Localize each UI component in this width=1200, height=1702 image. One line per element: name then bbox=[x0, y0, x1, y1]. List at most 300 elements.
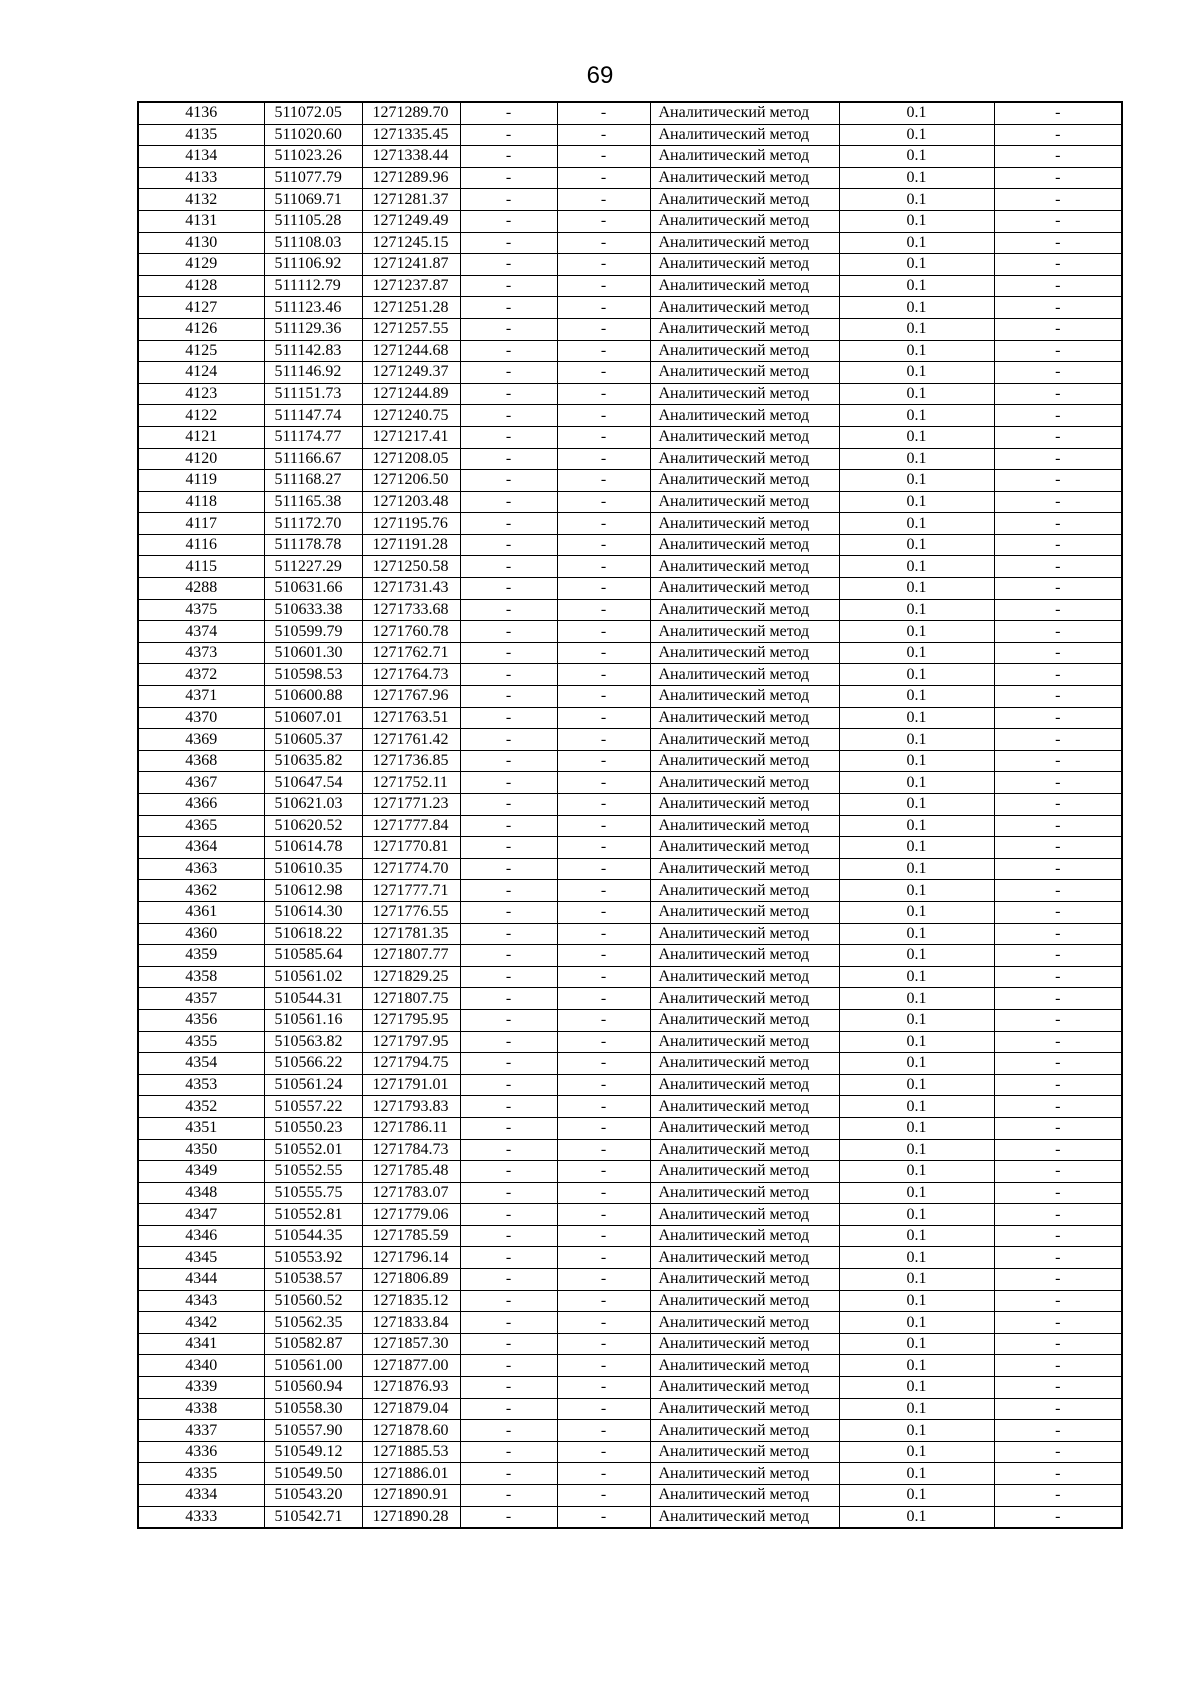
accuracy-cell: 0.1 bbox=[839, 491, 994, 513]
table-row bbox=[138, 858, 1122, 880]
y-coordinate-cell: 1271289.70 bbox=[362, 102, 460, 124]
col-5-value-cell: - bbox=[557, 729, 650, 751]
y-coordinate-cell: 1271206.50 bbox=[362, 470, 460, 492]
col-4-value-cell: - bbox=[460, 1139, 557, 1161]
table-row bbox=[138, 340, 1122, 362]
table-row bbox=[138, 124, 1122, 146]
y-coordinate-cell: 1271807.75 bbox=[362, 988, 460, 1010]
col-4-value-cell: - bbox=[460, 362, 557, 384]
point-number-cell: 4351 bbox=[138, 1117, 264, 1139]
col-5-value-cell: - bbox=[557, 124, 650, 146]
accuracy-cell: 0.1 bbox=[839, 534, 994, 556]
accuracy-cell: 0.1 bbox=[839, 966, 994, 988]
accuracy-cell: 0.1 bbox=[839, 1441, 994, 1463]
table-row bbox=[138, 1377, 1122, 1399]
col-4-value-cell: - bbox=[460, 837, 557, 859]
col-4-value-cell: - bbox=[460, 729, 557, 751]
col-4-value-cell: - bbox=[460, 1377, 557, 1399]
table-row bbox=[138, 318, 1122, 340]
col-5-value-cell: - bbox=[557, 102, 650, 124]
x-coordinate-cell: 511106.92 bbox=[264, 254, 362, 276]
point-number-cell: 4121 bbox=[138, 426, 264, 448]
accuracy-cell: 0.1 bbox=[839, 318, 994, 340]
point-number-cell: 4122 bbox=[138, 405, 264, 427]
method-cell: Аналитический метод bbox=[650, 858, 839, 880]
x-coordinate-cell: 510550.23 bbox=[264, 1117, 362, 1139]
method-cell: Аналитический метод bbox=[650, 470, 839, 492]
accuracy-cell: 0.1 bbox=[839, 470, 994, 492]
point-number-cell: 4359 bbox=[138, 945, 264, 967]
col-8-value-cell: - bbox=[994, 1506, 1122, 1528]
table-row bbox=[138, 1096, 1122, 1118]
method-cell: Аналитический метод bbox=[650, 1463, 839, 1485]
accuracy-cell: 0.1 bbox=[839, 707, 994, 729]
y-coordinate-cell: 1271191.28 bbox=[362, 534, 460, 556]
table-row bbox=[138, 880, 1122, 902]
col-4-value-cell: - bbox=[460, 794, 557, 816]
col-8-value-cell: - bbox=[994, 362, 1122, 384]
col-5-value-cell: - bbox=[557, 1377, 650, 1399]
accuracy-cell: 0.1 bbox=[839, 923, 994, 945]
col-5-value-cell: - bbox=[557, 750, 650, 772]
y-coordinate-cell: 1271890.91 bbox=[362, 1485, 460, 1507]
col-4-value-cell: - bbox=[460, 707, 557, 729]
col-5-value-cell: - bbox=[557, 383, 650, 405]
point-number-cell: 4348 bbox=[138, 1182, 264, 1204]
point-number-cell: 4336 bbox=[138, 1441, 264, 1463]
x-coordinate-cell: 510610.35 bbox=[264, 858, 362, 880]
col-8-value-cell: - bbox=[994, 210, 1122, 232]
col-5-value-cell: - bbox=[557, 1053, 650, 1075]
point-number-cell: 4373 bbox=[138, 642, 264, 664]
col-4-value-cell: - bbox=[460, 534, 557, 556]
table-row bbox=[138, 750, 1122, 772]
y-coordinate-cell: 1271793.83 bbox=[362, 1096, 460, 1118]
point-number-cell: 4350 bbox=[138, 1139, 264, 1161]
col-5-value-cell: - bbox=[557, 232, 650, 254]
y-coordinate-cell: 1271833.84 bbox=[362, 1312, 460, 1334]
y-coordinate-cell: 1271797.95 bbox=[362, 1031, 460, 1053]
accuracy-cell: 0.1 bbox=[839, 945, 994, 967]
method-cell: Аналитический метод bbox=[650, 1441, 839, 1463]
method-cell: Аналитический метод bbox=[650, 1161, 839, 1183]
method-cell: Аналитический метод bbox=[650, 880, 839, 902]
table-row bbox=[138, 707, 1122, 729]
col-8-value-cell: - bbox=[994, 232, 1122, 254]
point-number-cell: 4342 bbox=[138, 1312, 264, 1334]
y-coordinate-cell: 1271237.87 bbox=[362, 275, 460, 297]
col-4-value-cell: - bbox=[460, 923, 557, 945]
col-8-value-cell: - bbox=[994, 1247, 1122, 1269]
col-5-value-cell: - bbox=[557, 1290, 650, 1312]
col-5-value-cell: - bbox=[557, 578, 650, 600]
table-row bbox=[138, 901, 1122, 923]
col-4-value-cell: - bbox=[460, 383, 557, 405]
table-row bbox=[138, 254, 1122, 276]
method-cell: Аналитический метод bbox=[650, 750, 839, 772]
col-5-value-cell: - bbox=[557, 362, 650, 384]
accuracy-cell: 0.1 bbox=[839, 1009, 994, 1031]
y-coordinate-cell: 1271763.51 bbox=[362, 707, 460, 729]
method-cell: Аналитический метод bbox=[650, 1290, 839, 1312]
method-cell: Аналитический метод bbox=[650, 124, 839, 146]
y-coordinate-cell: 1271281.37 bbox=[362, 189, 460, 211]
x-coordinate-cell: 510544.35 bbox=[264, 1225, 362, 1247]
x-coordinate-cell: 510558.30 bbox=[264, 1398, 362, 1420]
col-4-value-cell: - bbox=[460, 1485, 557, 1507]
y-coordinate-cell: 1271240.75 bbox=[362, 405, 460, 427]
col-8-value-cell: - bbox=[994, 1463, 1122, 1485]
y-coordinate-cell: 1271208.05 bbox=[362, 448, 460, 470]
accuracy-cell: 0.1 bbox=[839, 1139, 994, 1161]
col-4-value-cell: - bbox=[460, 167, 557, 189]
y-coordinate-cell: 1271807.77 bbox=[362, 945, 460, 967]
y-coordinate-cell: 1271786.11 bbox=[362, 1117, 460, 1139]
method-cell: Аналитический метод bbox=[650, 1312, 839, 1334]
accuracy-cell: 0.1 bbox=[839, 1420, 994, 1442]
col-5-value-cell: - bbox=[557, 1420, 650, 1442]
point-number-cell: 4355 bbox=[138, 1031, 264, 1053]
col-4-value-cell: - bbox=[460, 1117, 557, 1139]
col-5-value-cell: - bbox=[557, 297, 650, 319]
y-coordinate-cell: 1271877.00 bbox=[362, 1355, 460, 1377]
method-cell: Аналитический метод bbox=[650, 1096, 839, 1118]
table-row bbox=[138, 210, 1122, 232]
y-coordinate-cell: 1271785.59 bbox=[362, 1225, 460, 1247]
col-5-value-cell: - bbox=[557, 426, 650, 448]
y-coordinate-cell: 1271251.28 bbox=[362, 297, 460, 319]
col-8-value-cell: - bbox=[994, 102, 1122, 124]
col-8-value-cell: - bbox=[994, 275, 1122, 297]
y-coordinate-cell: 1271289.96 bbox=[362, 167, 460, 189]
method-cell: Аналитический метод bbox=[650, 534, 839, 556]
col-5-value-cell: - bbox=[557, 556, 650, 578]
col-4-value-cell: - bbox=[460, 1333, 557, 1355]
col-4-value-cell: - bbox=[460, 189, 557, 211]
accuracy-cell: 0.1 bbox=[839, 988, 994, 1010]
col-5-value-cell: - bbox=[557, 1506, 650, 1528]
col-8-value-cell: - bbox=[994, 1355, 1122, 1377]
page-number: 69 bbox=[586, 62, 614, 89]
col-8-value-cell: - bbox=[994, 1053, 1122, 1075]
col-8-value-cell: - bbox=[994, 1204, 1122, 1226]
method-cell: Аналитический метод bbox=[650, 1009, 839, 1031]
point-number-cell: 4119 bbox=[138, 470, 264, 492]
col-4-value-cell: - bbox=[460, 470, 557, 492]
method-cell: Аналитический метод bbox=[650, 1269, 839, 1291]
accuracy-cell: 0.1 bbox=[839, 405, 994, 427]
point-number-cell: 4338 bbox=[138, 1398, 264, 1420]
accuracy-cell: 0.1 bbox=[839, 1312, 994, 1334]
x-coordinate-cell: 510566.22 bbox=[264, 1053, 362, 1075]
method-cell: Аналитический метод bbox=[650, 1355, 839, 1377]
point-number-cell: 4339 bbox=[138, 1377, 264, 1399]
y-coordinate-cell: 1271784.73 bbox=[362, 1139, 460, 1161]
col-5-value-cell: - bbox=[557, 534, 650, 556]
y-coordinate-cell: 1271244.89 bbox=[362, 383, 460, 405]
col-8-value-cell: - bbox=[994, 621, 1122, 643]
col-5-value-cell: - bbox=[557, 210, 650, 232]
method-cell: Аналитический метод bbox=[650, 1420, 839, 1442]
y-coordinate-cell: 1271767.96 bbox=[362, 686, 460, 708]
col-4-value-cell: - bbox=[460, 1053, 557, 1075]
col-5-value-cell: - bbox=[557, 945, 650, 967]
method-cell: Аналитический метод bbox=[650, 837, 839, 859]
col-4-value-cell: - bbox=[460, 146, 557, 168]
col-8-value-cell: - bbox=[994, 750, 1122, 772]
col-4-value-cell: - bbox=[460, 945, 557, 967]
point-number-cell: 4337 bbox=[138, 1420, 264, 1442]
col-4-value-cell: - bbox=[460, 772, 557, 794]
col-5-value-cell: - bbox=[557, 1139, 650, 1161]
x-coordinate-cell: 511168.27 bbox=[264, 470, 362, 492]
accuracy-cell: 0.1 bbox=[839, 1204, 994, 1226]
col-8-value-cell: - bbox=[994, 297, 1122, 319]
col-4-value-cell: - bbox=[460, 621, 557, 643]
col-8-value-cell: - bbox=[994, 340, 1122, 362]
col-8-value-cell: - bbox=[994, 1117, 1122, 1139]
col-4-value-cell: - bbox=[460, 642, 557, 664]
col-8-value-cell: - bbox=[994, 901, 1122, 923]
method-cell: Аналитический метод bbox=[650, 189, 839, 211]
col-4-value-cell: - bbox=[460, 966, 557, 988]
method-cell: Аналитический метод bbox=[650, 1139, 839, 1161]
method-cell: Аналитический метод bbox=[650, 556, 839, 578]
col-8-value-cell: - bbox=[994, 966, 1122, 988]
col-4-value-cell: - bbox=[460, 599, 557, 621]
method-cell: Аналитический метод bbox=[650, 102, 839, 124]
accuracy-cell: 0.1 bbox=[839, 254, 994, 276]
x-coordinate-cell: 510598.53 bbox=[264, 664, 362, 686]
col-4-value-cell: - bbox=[460, 1420, 557, 1442]
col-5-value-cell: - bbox=[557, 254, 650, 276]
table-row bbox=[138, 491, 1122, 513]
point-number-cell: 4136 bbox=[138, 102, 264, 124]
table-row bbox=[138, 534, 1122, 556]
method-cell: Аналитический метод bbox=[650, 1485, 839, 1507]
col-8-value-cell: - bbox=[994, 1074, 1122, 1096]
method-cell: Аналитический метод bbox=[650, 923, 839, 945]
point-number-cell: 4347 bbox=[138, 1204, 264, 1226]
table-row bbox=[138, 923, 1122, 945]
col-5-value-cell: - bbox=[557, 1204, 650, 1226]
point-number-cell: 4334 bbox=[138, 1485, 264, 1507]
accuracy-cell: 0.1 bbox=[839, 340, 994, 362]
y-coordinate-cell: 1271760.78 bbox=[362, 621, 460, 643]
table-row bbox=[138, 686, 1122, 708]
accuracy-cell: 0.1 bbox=[839, 1053, 994, 1075]
point-number-cell: 4367 bbox=[138, 772, 264, 794]
col-8-value-cell: - bbox=[994, 599, 1122, 621]
table-row bbox=[138, 1269, 1122, 1291]
accuracy-cell: 0.1 bbox=[839, 210, 994, 232]
y-coordinate-cell: 1271217.41 bbox=[362, 426, 460, 448]
col-5-value-cell: - bbox=[557, 1225, 650, 1247]
accuracy-cell: 0.1 bbox=[839, 686, 994, 708]
accuracy-cell: 0.1 bbox=[839, 880, 994, 902]
col-8-value-cell: - bbox=[994, 1009, 1122, 1031]
col-4-value-cell: - bbox=[460, 254, 557, 276]
col-4-value-cell: - bbox=[460, 901, 557, 923]
method-cell: Аналитический метод bbox=[650, 210, 839, 232]
accuracy-cell: 0.1 bbox=[839, 621, 994, 643]
table-row bbox=[138, 1074, 1122, 1096]
col-8-value-cell: - bbox=[994, 556, 1122, 578]
method-cell: Аналитический метод bbox=[650, 297, 839, 319]
point-number-cell: 4128 bbox=[138, 275, 264, 297]
col-8-value-cell: - bbox=[994, 146, 1122, 168]
y-coordinate-cell: 1271794.75 bbox=[362, 1053, 460, 1075]
accuracy-cell: 0.1 bbox=[839, 1225, 994, 1247]
col-4-value-cell: - bbox=[460, 232, 557, 254]
col-4-value-cell: - bbox=[460, 1463, 557, 1485]
col-4-value-cell: - bbox=[460, 880, 557, 902]
accuracy-cell: 0.1 bbox=[839, 1398, 994, 1420]
x-coordinate-cell: 510561.02 bbox=[264, 966, 362, 988]
col-5-value-cell: - bbox=[557, 1117, 650, 1139]
table-row bbox=[138, 642, 1122, 664]
accuracy-cell: 0.1 bbox=[839, 1096, 994, 1118]
accuracy-cell: 0.1 bbox=[839, 146, 994, 168]
col-8-value-cell: - bbox=[994, 988, 1122, 1010]
method-cell: Аналитический метод bbox=[650, 513, 839, 535]
col-5-value-cell: - bbox=[557, 318, 650, 340]
col-5-value-cell: - bbox=[557, 621, 650, 643]
col-4-value-cell: - bbox=[460, 448, 557, 470]
accuracy-cell: 0.1 bbox=[839, 232, 994, 254]
table-row bbox=[138, 1247, 1122, 1269]
table-row bbox=[138, 189, 1122, 211]
y-coordinate-cell: 1271785.48 bbox=[362, 1161, 460, 1183]
table-row bbox=[138, 578, 1122, 600]
col-5-value-cell: - bbox=[557, 1096, 650, 1118]
col-8-value-cell: - bbox=[994, 1398, 1122, 1420]
point-number-cell: 4357 bbox=[138, 988, 264, 1010]
accuracy-cell: 0.1 bbox=[839, 1269, 994, 1291]
y-coordinate-cell: 1271890.28 bbox=[362, 1506, 460, 1528]
x-coordinate-cell: 510555.75 bbox=[264, 1182, 362, 1204]
point-number-cell: 4374 bbox=[138, 621, 264, 643]
method-cell: Аналитический метод bbox=[650, 642, 839, 664]
col-4-value-cell: - bbox=[460, 513, 557, 535]
accuracy-cell: 0.1 bbox=[839, 189, 994, 211]
method-cell: Аналитический метод bbox=[650, 232, 839, 254]
col-4-value-cell: - bbox=[460, 1225, 557, 1247]
table-row bbox=[138, 1031, 1122, 1053]
col-5-value-cell: - bbox=[557, 1269, 650, 1291]
accuracy-cell: 0.1 bbox=[839, 599, 994, 621]
x-coordinate-cell: 510552.55 bbox=[264, 1161, 362, 1183]
col-8-value-cell: - bbox=[994, 1139, 1122, 1161]
col-5-value-cell: - bbox=[557, 1031, 650, 1053]
accuracy-cell: 0.1 bbox=[839, 858, 994, 880]
x-coordinate-cell: 510561.16 bbox=[264, 1009, 362, 1031]
method-cell: Аналитический метод bbox=[650, 988, 839, 1010]
col-4-value-cell: - bbox=[460, 556, 557, 578]
x-coordinate-cell: 511077.79 bbox=[264, 167, 362, 189]
point-number-cell: 4364 bbox=[138, 837, 264, 859]
point-number-cell: 4120 bbox=[138, 448, 264, 470]
col-4-value-cell: - bbox=[460, 1096, 557, 1118]
col-5-value-cell: - bbox=[557, 772, 650, 794]
x-coordinate-cell: 511069.71 bbox=[264, 189, 362, 211]
col-8-value-cell: - bbox=[994, 707, 1122, 729]
point-number-cell: 4132 bbox=[138, 189, 264, 211]
table-row bbox=[138, 945, 1122, 967]
accuracy-cell: 0.1 bbox=[839, 815, 994, 837]
y-coordinate-cell: 1271771.23 bbox=[362, 794, 460, 816]
method-cell: Аналитический метод bbox=[650, 254, 839, 276]
method-cell: Аналитический метод bbox=[650, 275, 839, 297]
table-row bbox=[138, 362, 1122, 384]
point-number-cell: 4354 bbox=[138, 1053, 264, 1075]
x-coordinate-cell: 510635.82 bbox=[264, 750, 362, 772]
col-4-value-cell: - bbox=[460, 102, 557, 124]
accuracy-cell: 0.1 bbox=[839, 426, 994, 448]
col-5-value-cell: - bbox=[557, 858, 650, 880]
method-cell: Аналитический метод bbox=[650, 1053, 839, 1075]
method-cell: Аналитический метод bbox=[650, 621, 839, 643]
accuracy-cell: 0.1 bbox=[839, 1485, 994, 1507]
col-5-value-cell: - bbox=[557, 966, 650, 988]
x-coordinate-cell: 510599.79 bbox=[264, 621, 362, 643]
col-8-value-cell: - bbox=[994, 383, 1122, 405]
accuracy-cell: 0.1 bbox=[839, 1247, 994, 1269]
col-5-value-cell: - bbox=[557, 901, 650, 923]
accuracy-cell: 0.1 bbox=[839, 124, 994, 146]
method-cell: Аналитический метод bbox=[650, 664, 839, 686]
y-coordinate-cell: 1271770.81 bbox=[362, 837, 460, 859]
table-row bbox=[138, 146, 1122, 168]
x-coordinate-cell: 510557.90 bbox=[264, 1420, 362, 1442]
y-coordinate-cell: 1271249.49 bbox=[362, 210, 460, 232]
x-coordinate-cell: 511174.77 bbox=[264, 426, 362, 448]
method-cell: Аналитический метод bbox=[650, 1117, 839, 1139]
y-coordinate-cell: 1271203.48 bbox=[362, 491, 460, 513]
x-coordinate-cell: 510543.20 bbox=[264, 1485, 362, 1507]
x-coordinate-cell: 510557.22 bbox=[264, 1096, 362, 1118]
accuracy-cell: 0.1 bbox=[839, 729, 994, 751]
x-coordinate-cell: 511151.73 bbox=[264, 383, 362, 405]
table-row bbox=[138, 1204, 1122, 1226]
col-5-value-cell: - bbox=[557, 1485, 650, 1507]
point-number-cell: 4368 bbox=[138, 750, 264, 772]
x-coordinate-cell: 510618.22 bbox=[264, 923, 362, 945]
col-8-value-cell: - bbox=[994, 578, 1122, 600]
col-5-value-cell: - bbox=[557, 815, 650, 837]
table-row bbox=[138, 383, 1122, 405]
table-row bbox=[138, 167, 1122, 189]
point-number-cell: 4371 bbox=[138, 686, 264, 708]
method-cell: Аналитический метод bbox=[650, 901, 839, 923]
method-cell: Аналитический метод bbox=[650, 1225, 839, 1247]
y-coordinate-cell: 1271835.12 bbox=[362, 1290, 460, 1312]
col-5-value-cell: - bbox=[557, 275, 650, 297]
accuracy-cell: 0.1 bbox=[839, 837, 994, 859]
accuracy-cell: 0.1 bbox=[839, 1117, 994, 1139]
x-coordinate-cell: 510607.01 bbox=[264, 707, 362, 729]
accuracy-cell: 0.1 bbox=[839, 1333, 994, 1355]
x-coordinate-cell: 510621.03 bbox=[264, 794, 362, 816]
x-coordinate-cell: 511072.05 bbox=[264, 102, 362, 124]
table-row bbox=[138, 232, 1122, 254]
col-4-value-cell: - bbox=[460, 1182, 557, 1204]
col-4-value-cell: - bbox=[460, 1204, 557, 1226]
x-coordinate-cell: 511142.83 bbox=[264, 340, 362, 362]
x-coordinate-cell: 511178.78 bbox=[264, 534, 362, 556]
table-row bbox=[138, 1312, 1122, 1334]
x-coordinate-cell: 510549.12 bbox=[264, 1441, 362, 1463]
